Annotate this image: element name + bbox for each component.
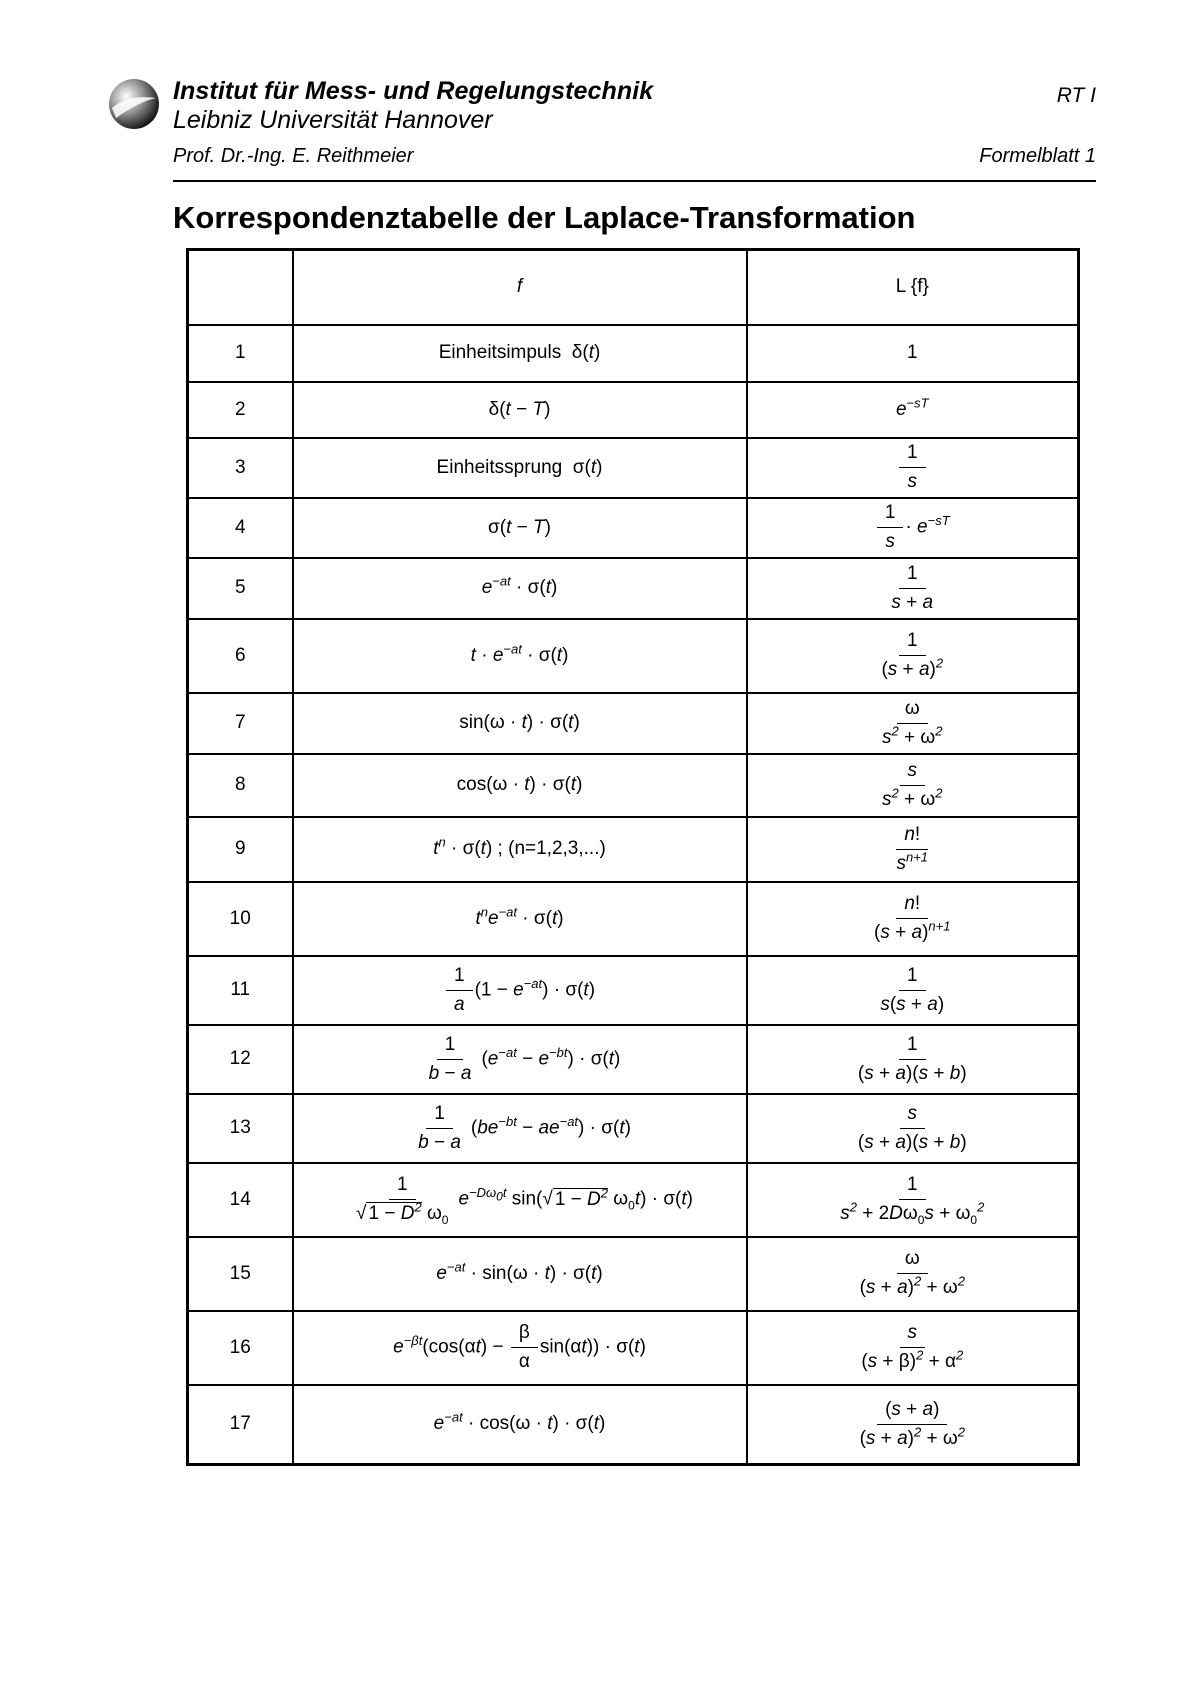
header-divider xyxy=(173,180,1096,182)
table-row xyxy=(188,693,1079,754)
laplace-transform: $\frac{\omega}{s^2 + \omega^2}$ xyxy=(747,693,1079,754)
laplace-transform: $\frac{s}{(s + a)(s + b)}$ xyxy=(747,1094,1079,1163)
laplace-transform: $\frac{1}{s + a}$ xyxy=(747,558,1079,619)
laplace-transform: $\frac{1}{s}$ · $e^{-sT}$ xyxy=(747,498,1079,558)
laplace-transform: $\frac{n!}{(s + a)^{n+1}}$ xyxy=(747,882,1079,956)
time-function: sin(ω · t) · σ(t) xyxy=(293,693,747,754)
time-function: $t^n \cdot \sigma(t)$ ; (n=1,2,3,...) xyxy=(293,817,747,882)
row-number: 5 xyxy=(188,558,293,619)
laplace-transform: $e^{-sT}$ xyxy=(747,382,1079,438)
university-name: Leibniz Universität Hannover xyxy=(173,106,493,134)
row-number: 4 xyxy=(188,498,293,558)
time-function: $e^{-\beta t}(\cos(\alpha t)$ − $\frac{\beta}{\alpha}$ sin(αt)) · σ(t) xyxy=(293,1311,747,1385)
time-function: δ(t − T) xyxy=(293,382,747,438)
table-row xyxy=(188,1311,1079,1385)
table-row xyxy=(188,498,1079,558)
page-header xyxy=(0,0,1200,190)
course-label: RT I xyxy=(1056,84,1096,107)
row-number: 15 xyxy=(188,1237,293,1311)
row-number: 13 xyxy=(188,1094,293,1163)
table-row xyxy=(188,1385,1079,1465)
time-function: cos(ω · t) · σ(t) xyxy=(293,754,747,817)
time-function: $\frac{1}{√ 1 - D^2 \omega_0}$ $e^{-D\omega_0t}$ sin(√ $1 - D^2$ $\omega_0t) \cdot \sigma(t)$ xyxy=(293,1163,747,1237)
row-number: 1 xyxy=(188,325,293,382)
header-f-cell: f xyxy=(293,250,747,325)
row-number: 8 xyxy=(188,754,293,817)
row-number: 10 xyxy=(188,882,293,956)
time-function: $e^{-at} \cdot \cos(\omega \cdot t) \cdot \sigma(t)$ xyxy=(293,1385,747,1465)
row-number: 16 xyxy=(188,1311,293,1385)
time-function: σ(t − T) xyxy=(293,498,747,558)
time-function: $\frac{1}{b - a}$ $(be^{-bt} - ae^{-at}) \cdot \sigma(t)$ xyxy=(293,1094,747,1163)
time-function: $e^{-at} \cdot \sin(\omega \cdot t) \cdot \sigma(t)$ xyxy=(293,1237,747,1311)
table-row xyxy=(188,754,1079,817)
laplace-table xyxy=(186,248,1080,1466)
time-function: $\frac{1}{b - a}$ $(e^{-at} - e^{-bt}) \cdot \sigma(t)$ xyxy=(293,1025,747,1094)
table-header-row xyxy=(188,250,1079,325)
page-title: Korrespondenztabelle der Laplace-Transformation xyxy=(173,200,916,235)
time-function: $e^{-at} \cdot \sigma(t)$ xyxy=(293,558,747,619)
laplace-transform: $\frac{1}{s(s + a)}$ xyxy=(747,956,1079,1025)
laplace-transform: $\frac{s}{(s + \beta)^2 + \alpha^2}$ xyxy=(747,1311,1079,1385)
laplace-transform: $\frac{1}{s^2 + 2D\omega_0s + \omega_0^2}$ xyxy=(747,1163,1079,1237)
header-l-cell: L {f} xyxy=(747,250,1079,325)
time-function: Einheitsimpuls δ(t) xyxy=(293,325,747,382)
header-number-cell xyxy=(188,250,293,325)
laplace-transform: $\frac{s}{s^2 + \omega^2}$ xyxy=(747,754,1079,817)
table-row xyxy=(188,882,1079,956)
table-row xyxy=(188,1163,1079,1237)
row-number: 7 xyxy=(188,693,293,754)
row-number: 2 xyxy=(188,382,293,438)
table-row xyxy=(188,382,1079,438)
time-function: Einheitssprung σ(t) xyxy=(293,438,747,498)
table-row xyxy=(188,619,1079,693)
row-number: 6 xyxy=(188,619,293,693)
table-row xyxy=(188,438,1079,498)
row-number: 3 xyxy=(188,438,293,498)
row-number: 17 xyxy=(188,1385,293,1465)
laplace-transform: $\frac{1}{s}$ xyxy=(747,438,1079,498)
professor-name: Prof. Dr.-Ing. E. Reithmeier xyxy=(173,145,414,167)
laplace-transform: $\frac{n!}{s^{n+1}}$ xyxy=(747,817,1079,882)
row-number: 12 xyxy=(188,1025,293,1094)
table-row xyxy=(188,558,1079,619)
table-row xyxy=(188,817,1079,882)
time-function: $t \cdot e^{-at} \cdot \sigma(t)$ xyxy=(293,619,747,693)
time-function: $t^ne^{-at} \cdot \sigma(t)$ xyxy=(293,882,747,956)
laplace-transform: $\frac{\omega}{(s + a)^2 + \omega^2}$ xyxy=(747,1237,1079,1311)
laplace-transform: 1 xyxy=(747,325,1079,382)
table-row xyxy=(188,1094,1079,1163)
table-row xyxy=(188,1237,1079,1311)
laplace-transform: $\frac{1}{(s + a)^2}$ xyxy=(747,619,1079,693)
sheet-label: Formelblatt 1 xyxy=(979,145,1096,167)
row-number: 14 xyxy=(188,1163,293,1237)
row-number: 9 xyxy=(188,817,293,882)
institute-name: Institut für Mess- und Regelungstechnik xyxy=(173,77,654,105)
time-function: $\frac{1}{a}$ $(1 - e^{-at}) \cdot \sigma(t)$ xyxy=(293,956,747,1025)
row-number: 11 xyxy=(188,956,293,1025)
table-row xyxy=(188,325,1079,382)
table-row xyxy=(188,956,1079,1025)
table-row xyxy=(188,1025,1079,1094)
institute-logo xyxy=(108,78,160,130)
laplace-transform: $\frac{(s + a)}{(s + a)^2 + \omega^2}$ xyxy=(747,1385,1079,1465)
laplace-transform: $\frac{1}{(s + a)(s + b)}$ xyxy=(747,1025,1079,1094)
